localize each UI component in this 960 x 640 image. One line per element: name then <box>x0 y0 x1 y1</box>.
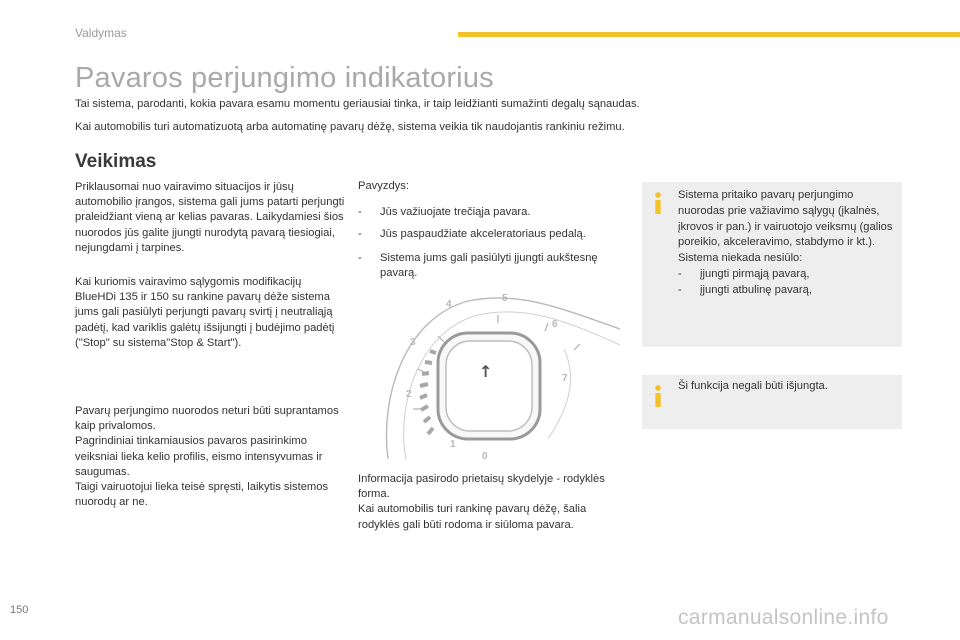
info-icon <box>652 385 664 407</box>
figure-caption: Informacija pasirodo prietaisų skydelyje - rodyklės forma. Kai automobilis turi rankinę pavarų dėžę, šalia rodyklės gali būti rodoma ir siūloma pavara. <box>358 473 605 531</box>
scale-label-3: 3 <box>410 337 416 348</box>
scale-label-6: 6 <box>552 319 558 330</box>
display-frame-inner <box>446 341 532 431</box>
example-item-text: Jūs paspaudžiate akceleratoriaus pedalą. <box>380 228 586 240</box>
note-text: Sistema pritaiko pavarų perjungimo nuorodas prie važiavimo sąlygų (įkalnės, įkrovos ir pan.) ir vairuotojo veiksmų (galios poreikio, akceleravimo, stabdymo ir kt.). Sistema niekada nesiūlo: <box>678 189 893 265</box>
note-list-item <box>678 267 896 283</box>
example-item-text: Jūs važiuojate trečiąja pavara. <box>380 206 531 218</box>
intro-paragraph: Kai automobilis turi automatizuotą arba automatinę pavarų dėžę, sistema veikia tik naudojantis rankiniu režimu. <box>75 121 625 133</box>
list-dash: - <box>358 228 362 240</box>
example-label: Pavyzdys: <box>358 180 409 192</box>
intro-paragraph: Tai sistema, parodanti, kokia pavara esamu momentu geriausiai tinka, ir taip leidžianti sumažinti degalų sąnaudas. <box>75 98 640 110</box>
body-paragraph: Pavarų perjungimo nuorodos neturi būti suprantamos kaip privalomos. Pagrindiniai tinkamiausios pavaros pasirinkimo veiksniai lieka kelio profilis, eismo intensyvumas ir saugumas. Taigi vairuotojui lieka teisė spręsti, laikytis sistemos nuorodų ar ne. <box>75 405 339 509</box>
header-accent-bar <box>458 32 960 37</box>
scale-label-7: 7 <box>562 373 568 384</box>
note-list-text: įjungti atbulinę pavarą, <box>700 283 812 296</box>
list-dash: - <box>358 252 362 264</box>
example-item <box>358 251 618 281</box>
upshift-arrow-icon: ↑ <box>479 362 493 381</box>
page-number: 150 <box>10 604 29 616</box>
scale-label-0: 0 <box>482 451 488 461</box>
body-paragraph: Kai kuriomis vairavimo sąlygomis modifikacijų BlueHDi 135 ir 150 su rankine pavarų dėže sistema jums gali pasiūlyti perjungti pavarų svirtį į neutraliąją padėtį, kad variklis galėtų išsijungti į budėjimo padėtį ("Stop" su sistema"Stop & Start"). <box>75 276 335 349</box>
note-list-item <box>678 283 896 299</box>
page-title: Pavaros perjungimo indikatorius <box>75 62 494 94</box>
info-note <box>642 182 902 347</box>
info-note <box>642 375 902 429</box>
example-item <box>358 205 618 220</box>
watermark: carmanualsonline.info <box>678 606 889 629</box>
gear-shift-indicator-figure <box>358 289 620 461</box>
scale-label-1: 1 <box>450 439 456 450</box>
note-text: Ši funkcija negali būti išjungta. <box>678 380 828 392</box>
scale-label-2: 2 <box>406 389 412 400</box>
note-list-text: įjungti pirmąją pavarą, <box>700 267 810 280</box>
example-item <box>358 227 618 242</box>
list-dash: - <box>678 283 682 296</box>
scale-label-5: 5 <box>502 293 508 304</box>
list-dash: - <box>678 267 682 280</box>
dial-arc-right <box>548 349 571 439</box>
scale-label-4: 4 <box>446 299 452 310</box>
segment-bar <box>420 351 436 434</box>
list-dash: - <box>358 206 362 218</box>
example-item-text: Sistema jums gali pasiūlyti įjungti aukštesnę pavarą. <box>380 252 598 280</box>
info-icon <box>652 192 664 214</box>
body-paragraph: Priklausomai nuo vairavimo situacijos ir jūsų automobilio įrangos, sistema gali jums patarti perjungti praleidžiant vieną ar kelias pavaras. Laikydamiesi šios nuorodos jūs galite įjungti nurodytą pavarą tiesiogiai, nejungdami į tarpines. <box>75 181 345 254</box>
section-heading: Veikimas <box>75 151 157 172</box>
section-label: Valdymas <box>75 26 127 40</box>
